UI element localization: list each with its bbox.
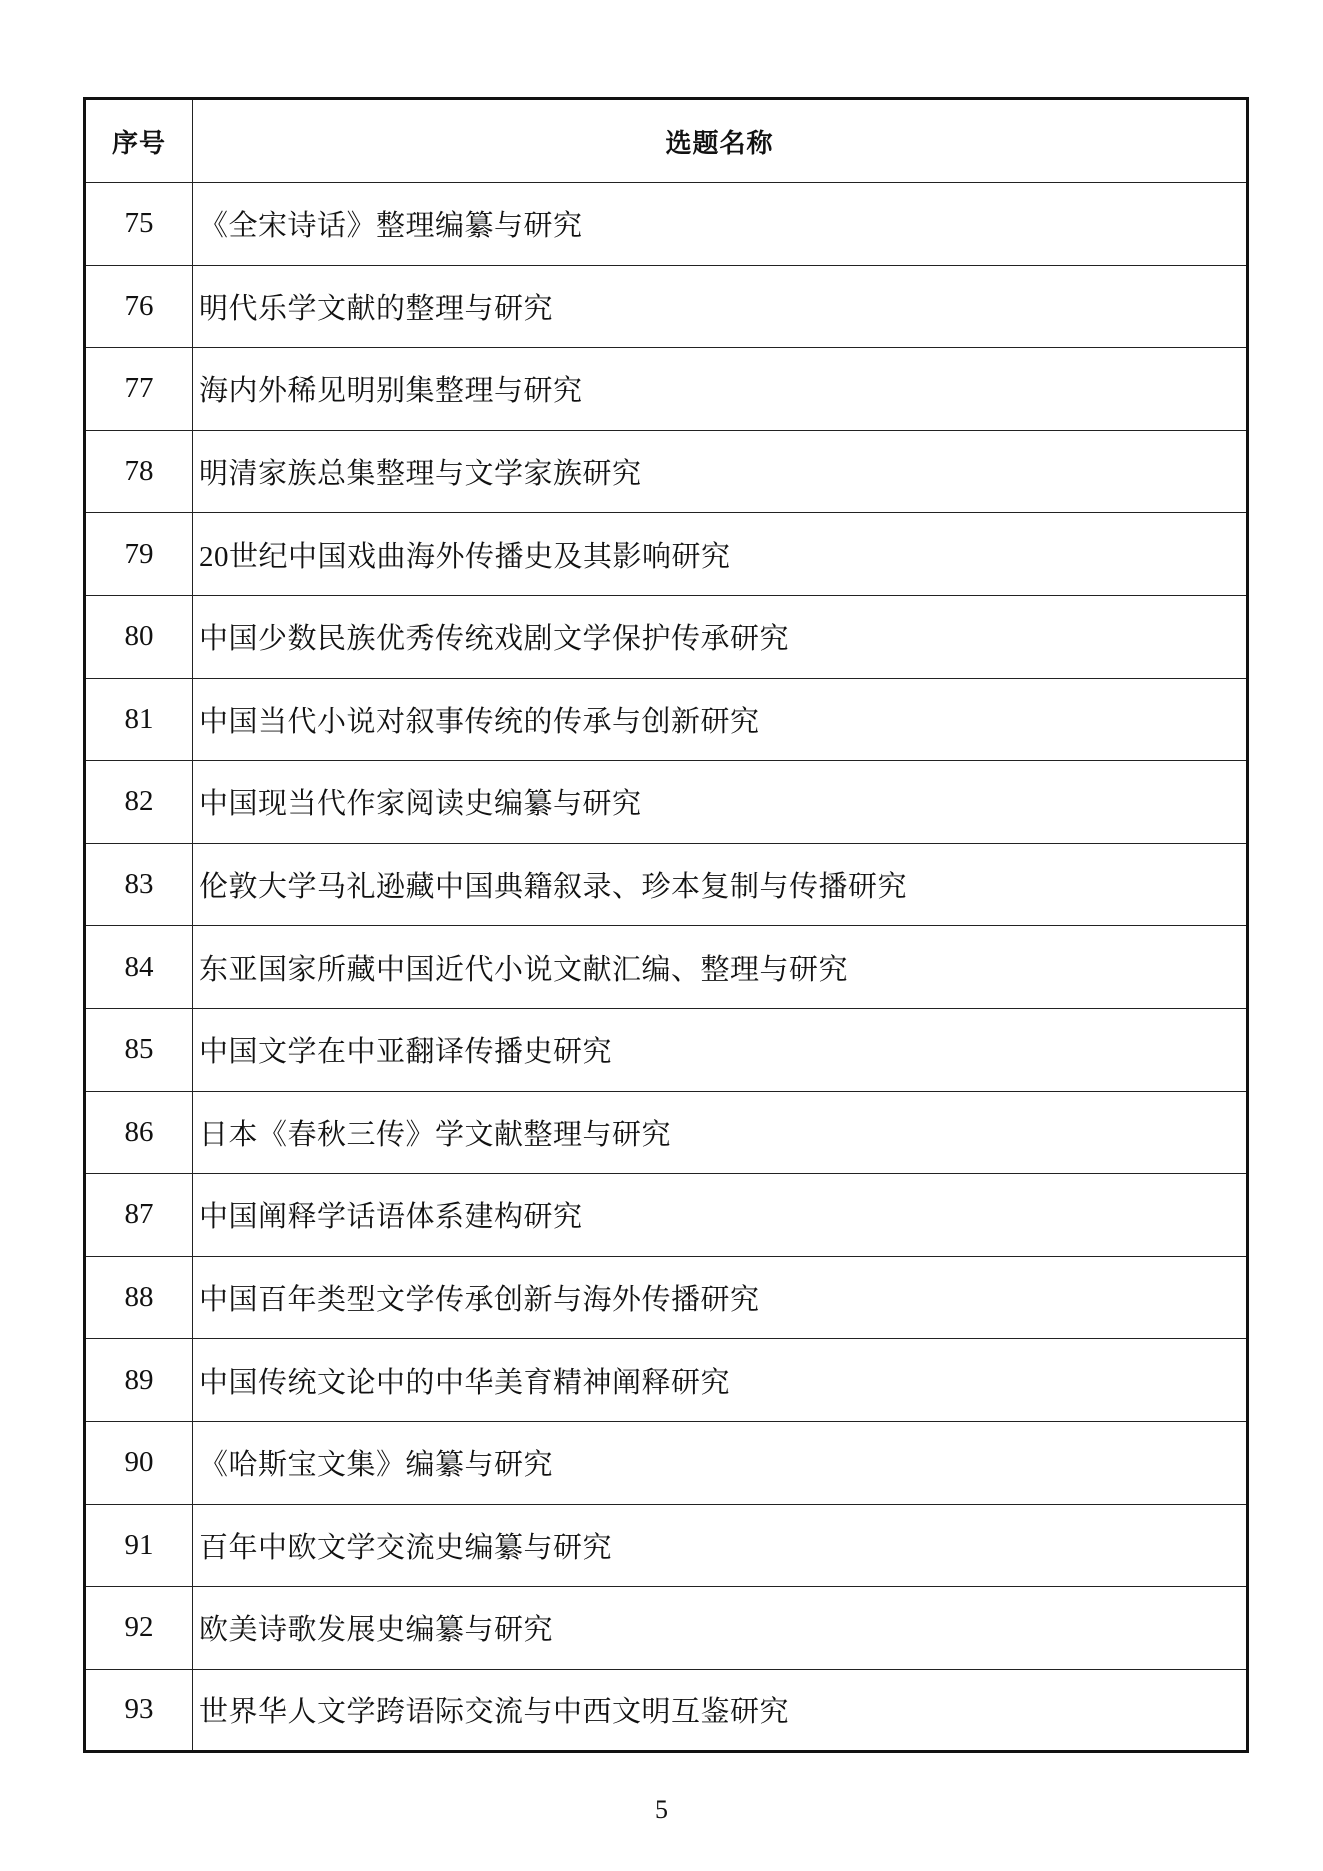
table-row [85, 1091, 1248, 1174]
table-row [85, 595, 1248, 678]
row-title: 海内外稀见明别集整理与研究 [193, 348, 1248, 431]
row-number: 91 [85, 1504, 193, 1587]
table-row [85, 1339, 1248, 1422]
table-row [85, 265, 1248, 348]
table-row [85, 761, 1248, 844]
row-title: 中国百年类型文学传承创新与海外传播研究 [193, 1256, 1248, 1339]
table-row [85, 513, 1248, 596]
header-topic-name: 选题名称 [193, 99, 1248, 183]
row-number: 92 [85, 1587, 193, 1670]
table-row [85, 926, 1248, 1009]
row-number: 87 [85, 1174, 193, 1257]
row-title: 中国传统文论中的中华美育精神阐释研究 [193, 1339, 1248, 1422]
row-number: 84 [85, 926, 193, 1009]
table-header-row [85, 99, 1248, 183]
row-number: 83 [85, 843, 193, 926]
row-number: 76 [85, 265, 193, 348]
row-number: 88 [85, 1256, 193, 1339]
row-title: 《哈斯宝文集》编纂与研究 [193, 1421, 1248, 1504]
table-row [85, 183, 1248, 266]
table-row [85, 348, 1248, 431]
row-number: 79 [85, 513, 193, 596]
table-row [85, 1504, 1248, 1587]
table-row [85, 1669, 1248, 1752]
row-number: 80 [85, 595, 193, 678]
row-number: 77 [85, 348, 193, 431]
row-title: 20世纪中国戏曲海外传播史及其影响研究 [193, 513, 1248, 596]
row-title: 《全宋诗话》整理编纂与研究 [193, 183, 1248, 266]
row-number: 89 [85, 1339, 193, 1422]
table-row [85, 1008, 1248, 1091]
row-title: 中国当代小说对叙事传统的传承与创新研究 [193, 678, 1248, 761]
row-number: 86 [85, 1091, 193, 1174]
row-title: 明清家族总集整理与文学家族研究 [193, 430, 1248, 513]
row-number: 82 [85, 761, 193, 844]
row-number: 93 [85, 1669, 193, 1752]
row-title: 伦敦大学马礼逊藏中国典籍叙录、珍本复制与传播研究 [193, 843, 1248, 926]
row-title: 日本《春秋三传》学文献整理与研究 [193, 1091, 1248, 1174]
row-number: 75 [85, 183, 193, 266]
table-row [85, 1421, 1248, 1504]
table-row [85, 1587, 1248, 1670]
topic-table [83, 97, 1249, 1753]
row-number: 78 [85, 430, 193, 513]
header-serial-number: 序号 [85, 99, 193, 183]
table-row [85, 1174, 1248, 1257]
row-title: 中国文学在中亚翻译传播史研究 [193, 1008, 1248, 1091]
row-title: 明代乐学文献的整理与研究 [193, 265, 1248, 348]
row-number: 85 [85, 1008, 193, 1091]
row-number: 81 [85, 678, 193, 761]
table-row [85, 843, 1248, 926]
table-row [85, 1256, 1248, 1339]
row-title: 中国现当代作家阅读史编纂与研究 [193, 761, 1248, 844]
page-number: 5 [655, 1795, 668, 1824]
table-row [85, 678, 1248, 761]
row-title: 东亚国家所藏中国近代小说文献汇编、整理与研究 [193, 926, 1248, 1009]
row-title: 中国阐释学话语体系建构研究 [193, 1174, 1248, 1257]
row-title: 中国少数民族优秀传统戏剧文学保护传承研究 [193, 595, 1248, 678]
row-title: 百年中欧文学交流史编纂与研究 [193, 1504, 1248, 1587]
row-title: 世界华人文学跨语际交流与中西文明互鉴研究 [193, 1669, 1248, 1752]
table-row [85, 430, 1248, 513]
row-title: 欧美诗歌发展史编纂与研究 [193, 1587, 1248, 1670]
row-number: 90 [85, 1421, 193, 1504]
